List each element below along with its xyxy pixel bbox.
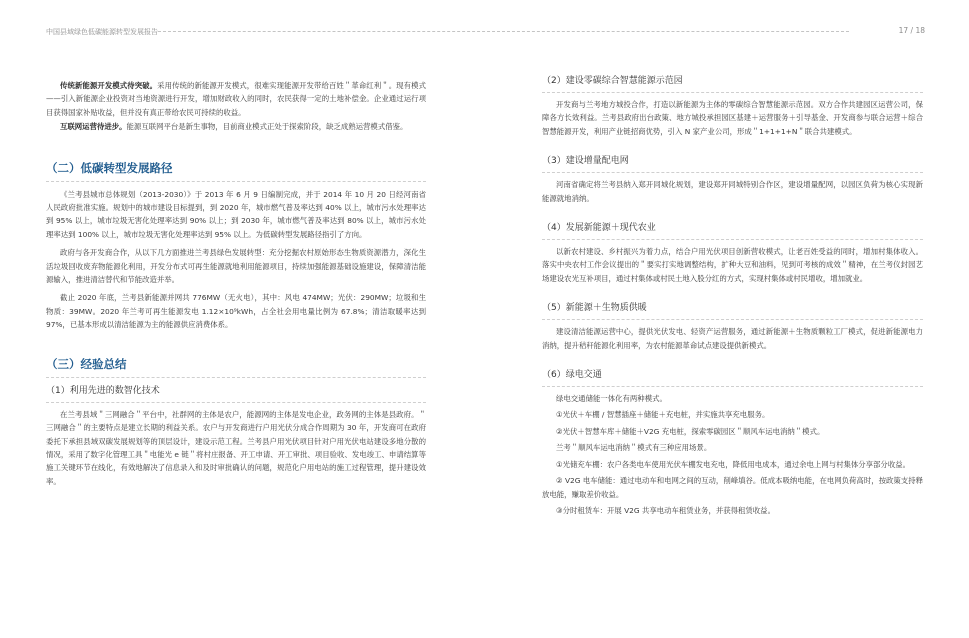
paragraph: 截止 2020 年底，兰考县新能源并网共 776MW（无火电），其中：风电 474MW；光伏：290MW；垃圾和生物质：39MW。2020 年兰考可再生能源发电 1.12×10⁹kWh，占全社会用电量比例为 67.8%；清洁取暖率达到 97%，已基本形成以清洁能源为主的能源供应消费体系。 (46, 293, 426, 330)
subsection-divider (46, 402, 426, 403)
section-divider (46, 377, 426, 378)
subsection-heading: （3）建设增量配电网 (542, 156, 629, 167)
section-heading: （二）低碳转型发展路径 (46, 160, 173, 175)
paragraph: 建设清洁能源运营中心，提供光伏发电、轻资产运营服务，通过新能源＋生物质颗粒工厂模式，促进新能源电力消纳，提升秸秆能源化利用率，为农村能源革命试点建设提供新模式。 (542, 327, 923, 350)
paragraph-lead: 互联网运营待进步。 (60, 122, 127, 132)
header-divider (158, 31, 849, 32)
subsection-divider (542, 239, 923, 240)
right-column (542, 62, 923, 517)
subsection-divider (542, 172, 923, 173)
paragraph: 《兰考县城市总体规划（2013-2030）》于 2013 年 6 月 9 日编制完成，并于 2014 年 10 月 20 日经河南省人民政府批准实施。规划中的城市建设目标提到，到 2020 年，城市燃气普及率达到 40% 以上，城市污水处理率达到 95% 以上，城市垃圾无害化处理率达到 90% 以上；到 2030 年，城市燃气普及率达到 80% 以上，城市污水处理率达到 100% 以上，城市垃圾无害化处理率达到 95% 以上。为低碳转型发展路径指引了方向。 (46, 189, 426, 239)
list-item: ②光伏＋智慧车库＋储能＋V2G 充电桩，探索零碳园区＂顺风车运电消纳＂模式。 (556, 426, 825, 436)
subsection-heading: （4）发展新能源＋现代农业 (542, 223, 656, 234)
list-item: ② V2G 电车储能：通过电动车和电网之间的互动，削峰填谷。低成本吸纳电能，在电网负荷高时，按政策支持释放电能，赚取差价收益。 (542, 476, 923, 499)
list-item: ③分时租赁车：开展 V2G 共享电动车租赁业务，并获得租赁收益。 (556, 505, 775, 515)
paragraph: 开发商与兰考地方城投合作，打造以新能源为主体的零碳综合智慧能源示范园。双方合作共建园区运营公司，保障各方长效利益。兰考县政府出台政策、地方城投承担园区基建＋运营服务＋引导基金、开发商参与联合运营＋综合智慧能源开发，利用产业链招商优势，引入 N 家产业公司，形成＂1+1+1+N＂联合共建模式。 (542, 100, 923, 136)
paragraph: 河南省确定将兰考县纳入郑开同城化规划，建设郑开同城特别合作区，建设增量配网，以园区负荷为核心实现新能源就地消纳。 (542, 180, 923, 203)
page-number: 17 / 18 (898, 26, 925, 35)
report-title: 中国县域绿色低碳能源转型发展报告 (46, 28, 158, 36)
paragraph: 在兰考县域＂三网融合＂平台中，社群网的主体是农户，能源网的主体是发电企业，政务网的主体是县政府。＂三网融合＂的主要特点是建立长期的利益关系。农户与开发商进行户用光伏分成合作周期为 30 年，开发商可在政府委托下承担县域双碳发展规划等的顶层设计，建设示范工程。兰考县户用光伏项目针对户用光伏电站建设多地分散的情况，采用了数字化管理工具＂电能光 e 链＂将村庄报备、开工申请、开工审批、项目验收、发电竣工、申请结算等施工关键环节在线化，有效地解决了信息录入和及时审批确认的问题，规范化户用电站的施工过程管理，提升建设效率。 (46, 409, 426, 486)
paragraph-text: 采用传统的新能源开发模式，很难实现能源开发带给百姓＂革命红利＂。现有模式——引入新能源企业投资对当地资源进行开发，增加财政收入的同时，农民获得一定的土地补偿金。企业通过运行项目获得国家补贴收益，但并没有真正带给农民可持续的收益。 (46, 81, 426, 117)
left-column (46, 62, 426, 488)
paragraph (46, 79, 426, 119)
subsection-heading: （6）绿电交通 (542, 370, 602, 381)
paragraph: 绿电交通储能一体化有两种模式。 (556, 394, 667, 404)
paragraph: 政府与各开发商合作，从以下几方面推进兰考县绿色发展转型：充分挖掘农村原始形态生物质资源潜力，深化生活垃圾回收废弃物能源化利用，开发分布式可再生能源就地利用能源项目，持续加强能源基础设施建设，保障清洁能源输入，推进清洁替代和节能改造并举。 (46, 248, 426, 285)
paragraph: 兰考＂顺风车运电消纳＂模式有三种应用场景。 (556, 443, 712, 453)
subsection-divider (542, 386, 923, 387)
paragraph: 以新农村建设、乡村振兴为着力点，结合户用光伏项目创新营收模式，让老百姓受益的同时，增加村集体收入。落实中央农村工作会议提出的＂要实打实地调整结构，扩种大豆和油料，见到可考核的成效＂精神，在兰考仪封园艺场建设农光互补项目，通过村集体或村民土地入股分红的方式，实现村集体或村民增收，增加就业。 (542, 247, 923, 283)
paragraph-text: 能源互联网平台是新生事物，目前商业模式正处于探索阶段，缺乏成熟运营模式借鉴。 (126, 122, 408, 132)
subsection-divider (542, 92, 923, 93)
subsection-heading: （1）利用先进的数智化技术 (46, 385, 160, 396)
paragraph-lead: 传统新能源开发模式待突破。 (60, 81, 158, 90)
subsection-divider (542, 319, 923, 320)
list-item: ①光伏＋车棚 / 智慧插座＋储能＋充电桩，并实施共享充电服务。 (556, 410, 770, 420)
paragraph (46, 120, 426, 133)
subsection-heading: （2）建设零碳综合智慧能源示范园 (542, 76, 683, 86)
list-item: ①光储充车棚：农户各类电车使用光伏车棚发电充电，降低用电成本，通过余电上网与村集体分享部分收益。 (556, 459, 910, 469)
section-heading: （三）经验总结 (46, 356, 127, 371)
section-divider (46, 181, 426, 182)
subsection-heading: （5）新能源＋生物质供暖 (542, 303, 647, 314)
